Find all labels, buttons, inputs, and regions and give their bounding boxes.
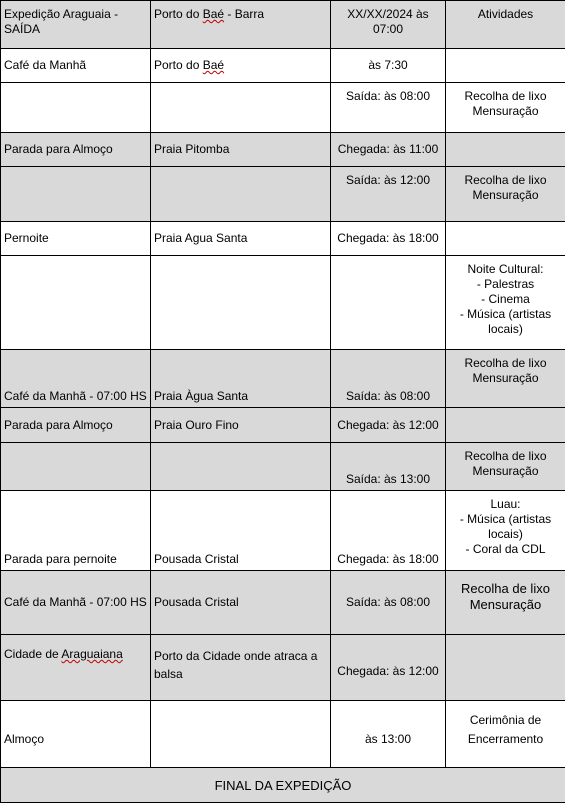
row-location	[151, 83, 331, 133]
table-row	[1, 167, 565, 222]
row-location	[151, 167, 331, 222]
row-location	[151, 701, 331, 768]
table-row	[1, 83, 565, 133]
row-time: às 7:30	[331, 49, 446, 83]
footer-text: FINAL DA EXPEDIÇÃO	[1, 768, 565, 803]
row-time: Saída: às 08:00	[331, 350, 446, 408]
row-event	[1, 83, 151, 133]
row-activity: Cerimônia de Encerramento	[446, 701, 565, 768]
row-activity	[446, 133, 565, 167]
row-event: Parada para Almoço	[1, 133, 151, 167]
row-time: Chegada: às 18:00	[331, 491, 446, 571]
row-location: Praia Àgua Santa	[151, 350, 331, 408]
table-row	[1, 701, 565, 768]
header-route	[151, 1, 331, 49]
row-time: Chegada: às 11:00	[331, 133, 446, 167]
row-activity: Recolha de lixo Mensuração	[446, 443, 565, 491]
row-activity: Recolha de lixo Mensuração	[446, 571, 565, 635]
row-event: Café da Manhã - 07:00 HS	[1, 350, 151, 408]
header-route-b: Baé	[202, 7, 225, 21]
header-datetime: XX/XX/2024 às 07:00	[331, 1, 446, 49]
row-location: Pousada Cristal	[151, 491, 331, 571]
table-row	[1, 571, 565, 635]
table-row	[1, 133, 565, 167]
row-time: Saída: às 12:00	[331, 167, 446, 222]
row-event: Café da Manhã	[1, 49, 151, 83]
row-event-b: Araguaiana	[61, 647, 123, 661]
row-location	[151, 443, 331, 491]
row-event	[1, 635, 151, 701]
header-row	[1, 1, 565, 49]
row-activity: Recolha de lixo Mensuração	[446, 167, 565, 222]
row-location: Praia Agua Santa	[151, 222, 331, 256]
row-event-a: Cidade de	[4, 647, 62, 661]
row-time: às 13:00	[331, 701, 446, 768]
row-activity	[446, 635, 565, 701]
header-expedition: Expedição Araguaia - SAÍDA	[1, 1, 151, 49]
row-event: Pernoite	[1, 222, 151, 256]
row-time: Chegada: às 18:00	[331, 222, 446, 256]
table-row	[1, 443, 565, 491]
table-row	[1, 491, 565, 571]
row-time: Chegada: às 12:00	[331, 635, 446, 701]
row-event: Almoço	[1, 701, 151, 768]
row-time: Saída: às 13:00	[331, 443, 446, 491]
row-activity: Recolha de lixo Mensuração	[446, 83, 565, 133]
row-location-a: Porto do	[154, 58, 203, 72]
row-event: Parada para Almoço	[1, 408, 151, 443]
row-activity: Luau: - Música (artistas locais) - Coral da CDL	[446, 491, 565, 571]
row-activity	[446, 408, 565, 443]
row-event: Café da Manhã - 07:00 HS	[1, 571, 151, 635]
row-location: Pousada Cristal	[151, 571, 331, 635]
table-row	[1, 635, 565, 701]
row-location-b: Baé	[202, 58, 225, 72]
row-activity	[446, 49, 565, 83]
row-time: Chegada: às 12:00	[331, 408, 446, 443]
footer-row	[1, 768, 565, 803]
header-route-a: Porto do	[154, 7, 203, 21]
row-time	[331, 256, 446, 350]
table-row	[1, 350, 565, 408]
table-row	[1, 408, 565, 443]
row-event: Parada para pernoite	[1, 491, 151, 571]
row-activity	[446, 222, 565, 256]
table-row	[1, 222, 565, 256]
row-activity: Noite Cultural: - Palestras - Cinema - Música (artistas locais)	[446, 256, 565, 350]
header-route-c: - Barra	[224, 7, 265, 21]
table-row	[1, 256, 565, 350]
row-activity: Recolha de lixo Mensuração	[446, 350, 565, 408]
row-time: Saída: às 08:00	[331, 571, 446, 635]
table-row	[1, 49, 565, 83]
row-event	[1, 256, 151, 350]
row-location: Praia Ouro Fino	[151, 408, 331, 443]
row-location	[151, 256, 331, 350]
row-time: Saída: às 08:00	[331, 83, 446, 133]
row-location: Praia Pitomba	[151, 133, 331, 167]
row-location: Porto da Cidade onde atraca a balsa	[151, 635, 331, 701]
row-location	[151, 49, 331, 83]
row-event	[1, 443, 151, 491]
row-event	[1, 167, 151, 222]
header-activities: Atividades	[446, 1, 565, 49]
